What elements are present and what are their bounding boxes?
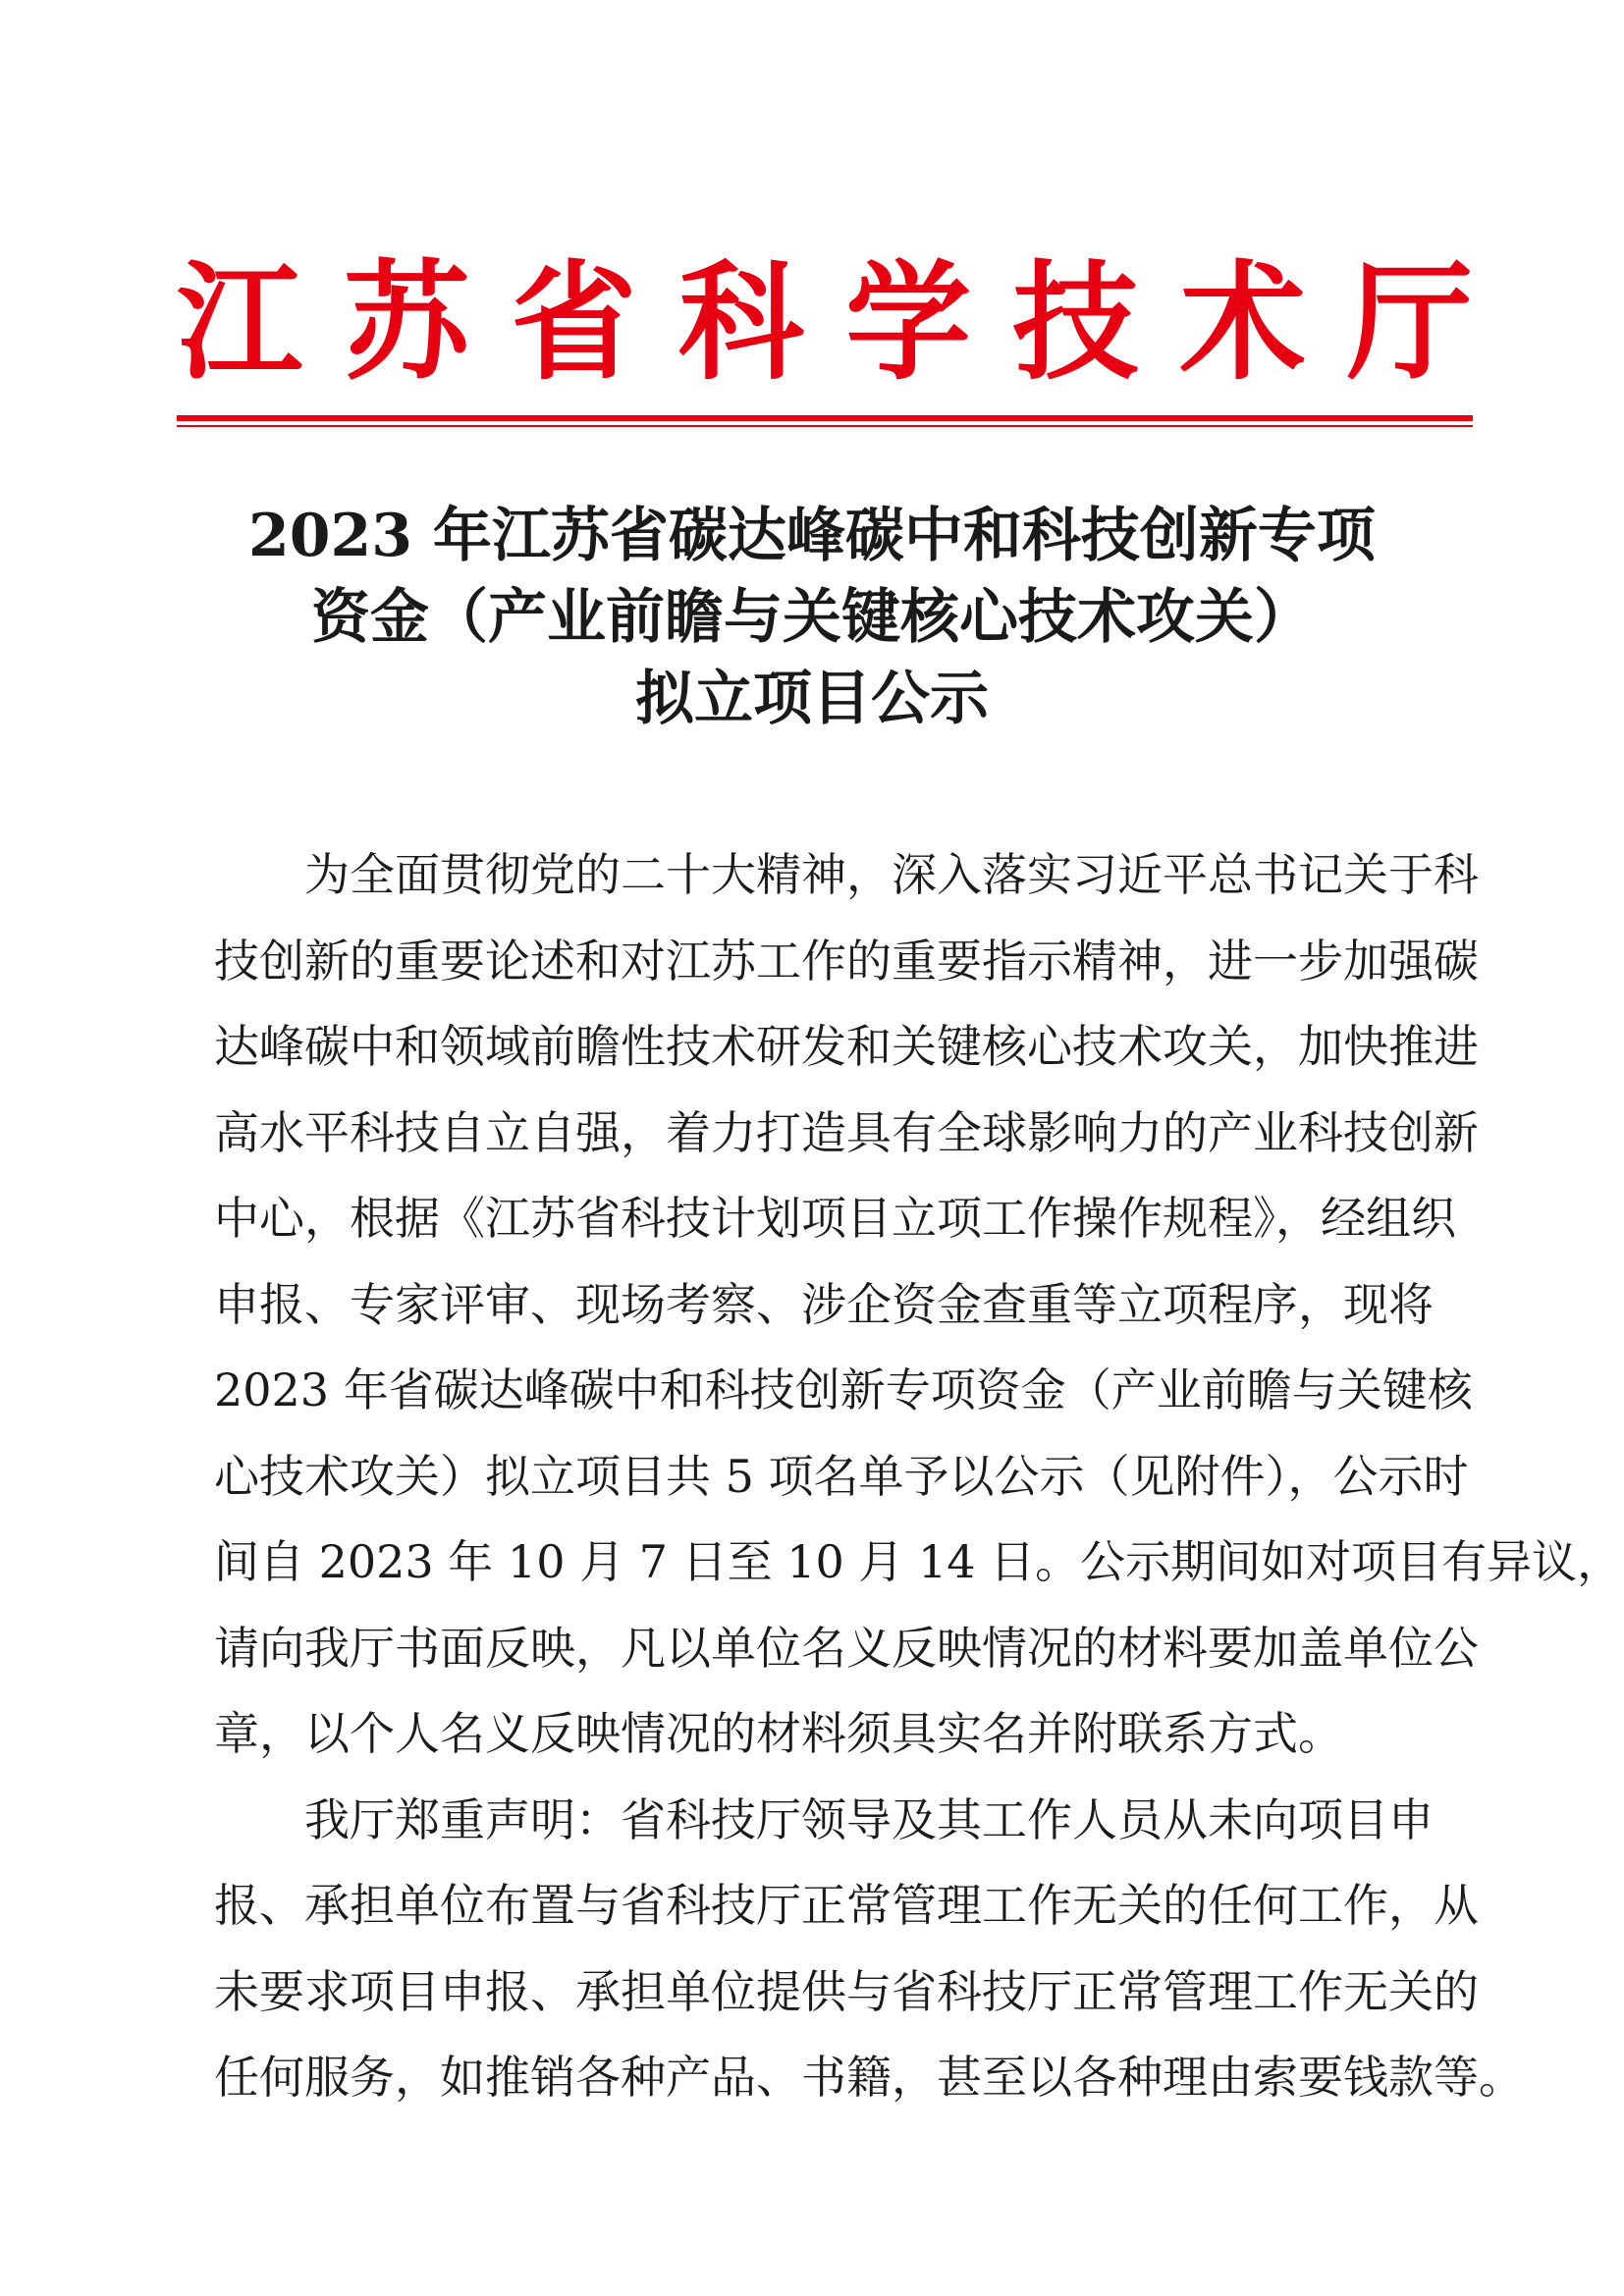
body-line: 我厅郑重声明：省科技厅领导及其工作人员从未向项目申 [304,1792,1434,1846]
letterhead-char: 厅 [1346,248,1473,399]
body-line: 报、承担单位布置与省科技厅正常管理工作无关的任何工作，从 [214,1879,1479,1932]
letterhead-char: 术 [1179,248,1306,399]
letterhead-char: 省 [511,248,637,399]
letterhead-char: 技 [1012,248,1139,399]
title-line-3: 拟立项目公示 [635,665,989,733]
document-body [214,832,1623,2121]
body-line: 技创新的重要论述和对江苏工作的重要指示精神，进一步加强碳 [214,934,1479,988]
body-line: 中心，根据《江苏省科技计划项目立项工作操作规程》，经组织 [214,1192,1456,1245]
body-line: 心技术攻关）拟立项目共 5 项名单予以公示（见附件），公示时 [214,1449,1469,1503]
letterhead-char: 苏 [344,248,470,399]
body-line: 2023 年省碳达峰碳中和科技创新专项资金（产业前瞻与关键核 [214,1363,1473,1416]
letterhead-char: 学 [845,248,972,399]
title-line-2: 资金（产业前瞻与关键核心技术攻关） [311,583,1313,652]
letterhead-char: 科 [677,248,804,399]
body-line: 请向我厅书面反映，凡以单位名义反映情况的材料要加盖单位公 [214,1621,1479,1675]
letterhead-char: 江 [177,248,303,399]
body-line: 任何服务，如推销各种产品、书籍，甚至以各种理由索要钱款等。 [214,2051,1524,2104]
body-line: 高水平科技自立自强，着力打造具有全球影响力的产业科技创新 [214,1105,1479,1159]
title-line-1: 2023 年江苏省碳达峰碳中和科技创新专项 [248,502,1376,570]
body-line: 达峰碳中和领域前瞻性技术研发和关键核心技术攻关，加快推进 [214,1020,1479,1073]
letterhead-red-rule-thin [177,425,1473,427]
letterhead-red-rule-thick [177,415,1473,421]
body-line: 章，以个人名义反映情况的材料须具实名并附联系方式。 [214,1707,1343,1760]
body-line: 间自 2023 年 10 月 7 日至 10 月 14 日。公示期间如对项目有异议， [214,1535,1623,1588]
letterhead-org-name [177,250,1473,398]
body-line: 未要求项目申报、承担单位提供与省科技厅正常管理工作无关的 [214,1964,1479,2018]
body-line: 申报、专家评审、现场考察、涉企资金查重等立项程序，现将 [214,1277,1434,1331]
body-line: 为全面贯彻党的二十大精神，深入落实习近平总书记关于科 [304,848,1479,901]
document-title [147,496,1477,740]
